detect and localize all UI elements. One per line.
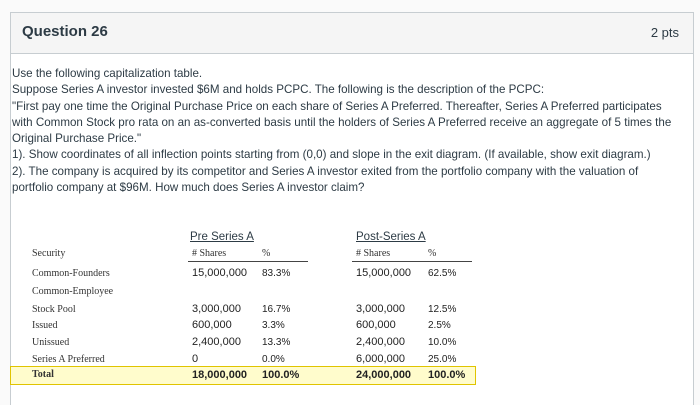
pre-total-pct: 100.0% [262,369,300,381]
post-pct-cell: 25.0% [428,354,457,365]
security-cell: Unissued [32,337,70,348]
prompt-line: 2). The company is acquired by its competitor and Series A investor exited from the portfolio company with the valuation of [12,164,639,178]
total-label: Total [32,369,54,380]
prompt-line: Original Purchase Price." [12,132,142,146]
pre-header-rule [188,261,308,262]
post-pct-column-header: % [428,248,437,259]
security-cell: Series A Preferred [32,354,105,365]
post-shares-cell: 2,400,000 [356,336,405,348]
post-pct-cell: 2.5% [428,320,451,331]
pre-pct-cell: 83.3% [262,268,291,279]
security-column-header: Security [32,248,66,259]
post-pct-cell: 62.5% [428,268,457,279]
security-cell: Common-Employee [32,286,114,297]
question-header [11,13,693,54]
post-pct-cell: 12.5% [428,304,457,315]
pre-shares-cell: 600,000 [192,319,232,331]
prompt-line: with Common Stock pro rata on an as-converted basis until the holders of Series A Preferred receive an aggregate of 5 times the [12,115,672,129]
pre-shares-column-header: # Shares [192,248,227,259]
pre-shares-cell: 15,000,000 [192,267,248,279]
security-cell: Stock Pool [32,304,76,315]
post-total-pct: 100.0% [428,369,466,381]
pre-pct-cell: 13.3% [262,337,291,348]
question-points: 2 pts [650,25,679,40]
question-prompt [12,66,672,196]
pre-pct-cell: 16.7% [262,304,291,315]
prompt-line: portfolio company at $96M. How much does Series A investor claim? [12,181,365,195]
prompt-line: 1). Show coordinates of all inflection points starting from (0,0) and slope in the exit diagram. (If available, show exit diagram.) [12,148,651,162]
pre-shares-cell: 0 [192,353,199,365]
pre-total-shares: 18,000,000 [192,369,248,381]
post-pct-cell: 10.0% [428,337,457,348]
prompt-line: Use the following capitalization table. [12,67,203,80]
pre-pct-cell: 3.3% [262,320,285,331]
prompt-line: Suppose Series A investor invested $6M and holds PCPC. The following is the description of the PCPC: [12,83,545,97]
security-cell: Issued [32,320,58,331]
pre-shares-cell: 3,000,000 [192,303,241,315]
post-shares-column-header: # Shares [356,248,391,259]
post-total-shares: 24,000,000 [356,369,412,381]
post-shares-cell: 6,000,000 [356,353,405,365]
prompt-line: "First pay one time the Original Purchase Price on each share of Series A Preferred. Thereafter, Series A Preferred participates [12,99,662,113]
post-series-a-header: Post-Series A [356,231,426,243]
pre-series-a-header: Pre Series A [190,231,254,243]
post-shares-cell: 15,000,000 [356,267,412,279]
pre-pct-column-header: % [262,248,271,259]
post-shares-cell: 3,000,000 [356,303,405,315]
question-title: Question 26 [22,23,108,40]
pre-shares-cell: 2,400,000 [192,336,241,348]
post-header-rule [352,261,472,262]
security-cell: Common-Founders [32,268,110,279]
post-shares-cell: 600,000 [356,319,396,331]
pre-pct-cell: 0.0% [262,354,285,365]
